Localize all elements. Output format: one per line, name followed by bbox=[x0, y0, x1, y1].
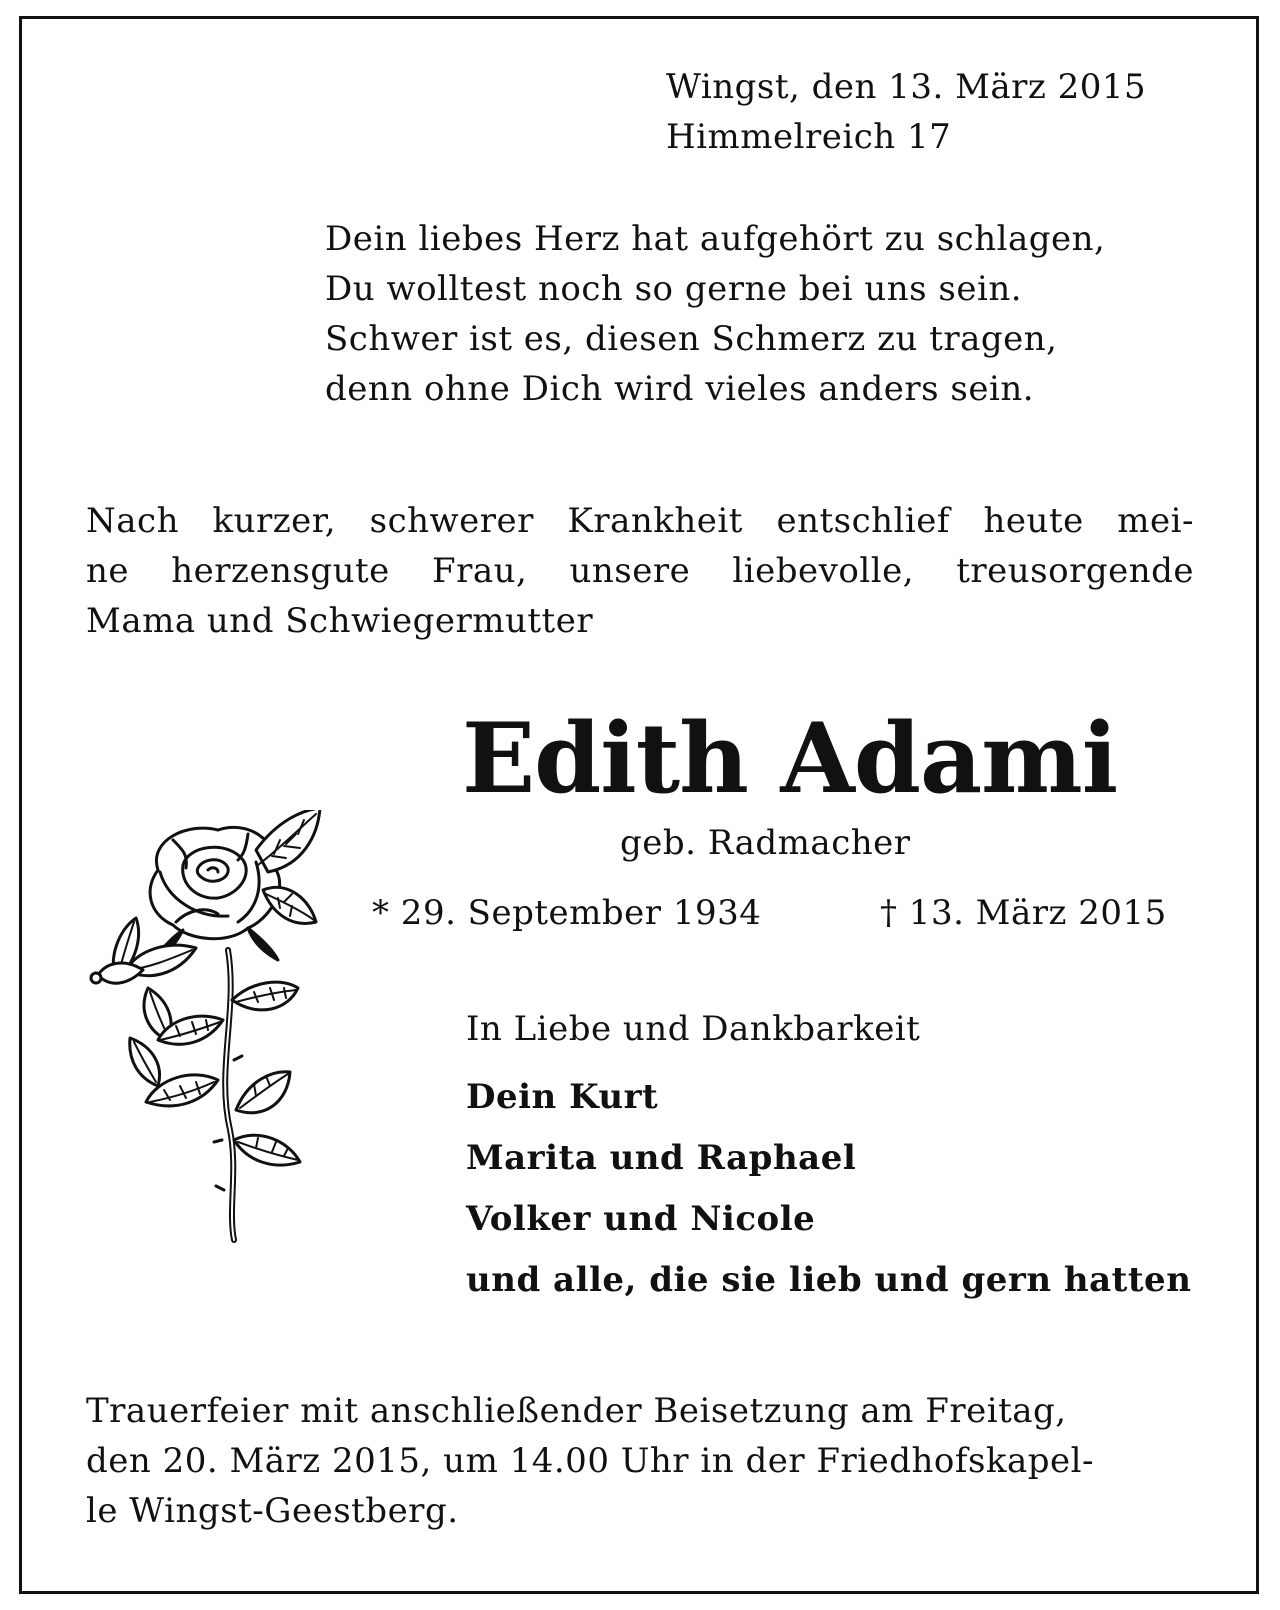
funeral-info bbox=[86, 1386, 1094, 1536]
thanks-line: In Liebe und Dankbarkeit bbox=[466, 1009, 921, 1049]
family-member: Volker und Nicole bbox=[466, 1199, 816, 1239]
intro-line: ne herzensgute Frau, unsere liebevolle, treusorgende bbox=[86, 551, 1194, 591]
place-date: Wingst, den 13. März 2015 bbox=[666, 67, 1147, 107]
poem-line: Dein liebes Herz hat aufgehört zu schlagen, bbox=[325, 219, 1106, 259]
poem-line: Schwer ist es, diesen Schmerz zu tragen, bbox=[325, 319, 1058, 359]
family-list bbox=[466, 1072, 1191, 1316]
deceased-name: Edith Adami bbox=[462, 702, 1118, 815]
maiden-name: geb. Radmacher bbox=[620, 823, 911, 863]
death-date: † 13. März 2015 bbox=[880, 893, 1167, 933]
place-date-block bbox=[666, 62, 1146, 162]
birth-date: * 29. September 1934 bbox=[372, 893, 762, 933]
family-member: Dein Kurt bbox=[466, 1077, 659, 1117]
poem-line: Du wolltest noch so gerne bei uns sein. bbox=[325, 269, 1023, 309]
address: Himmelreich 17 bbox=[666, 117, 952, 157]
intro-line: Nach kurzer, schwerer Krankheit entschlief heute mei- bbox=[86, 501, 1194, 541]
funeral-line: Trauerfeier mit anschließender Beisetzung am Freitag, bbox=[86, 1391, 1067, 1431]
rose-icon bbox=[88, 810, 348, 1246]
intro-line: Mama und Schwiegermutter bbox=[86, 601, 594, 641]
funeral-line: le Wingst-Geestberg. bbox=[86, 1491, 459, 1531]
family-member: Marita und Raphael bbox=[466, 1138, 857, 1178]
poem-line: denn ohne Dich wird vieles anders sein. bbox=[325, 369, 1035, 409]
funeral-line: den 20. März 2015, um 14.00 Uhr in der Friedhofskapel- bbox=[86, 1441, 1095, 1481]
family-member: und alle, die sie lieb und gern hatten bbox=[466, 1260, 1192, 1300]
poem bbox=[325, 214, 1105, 414]
intro-paragraph bbox=[86, 496, 1194, 646]
